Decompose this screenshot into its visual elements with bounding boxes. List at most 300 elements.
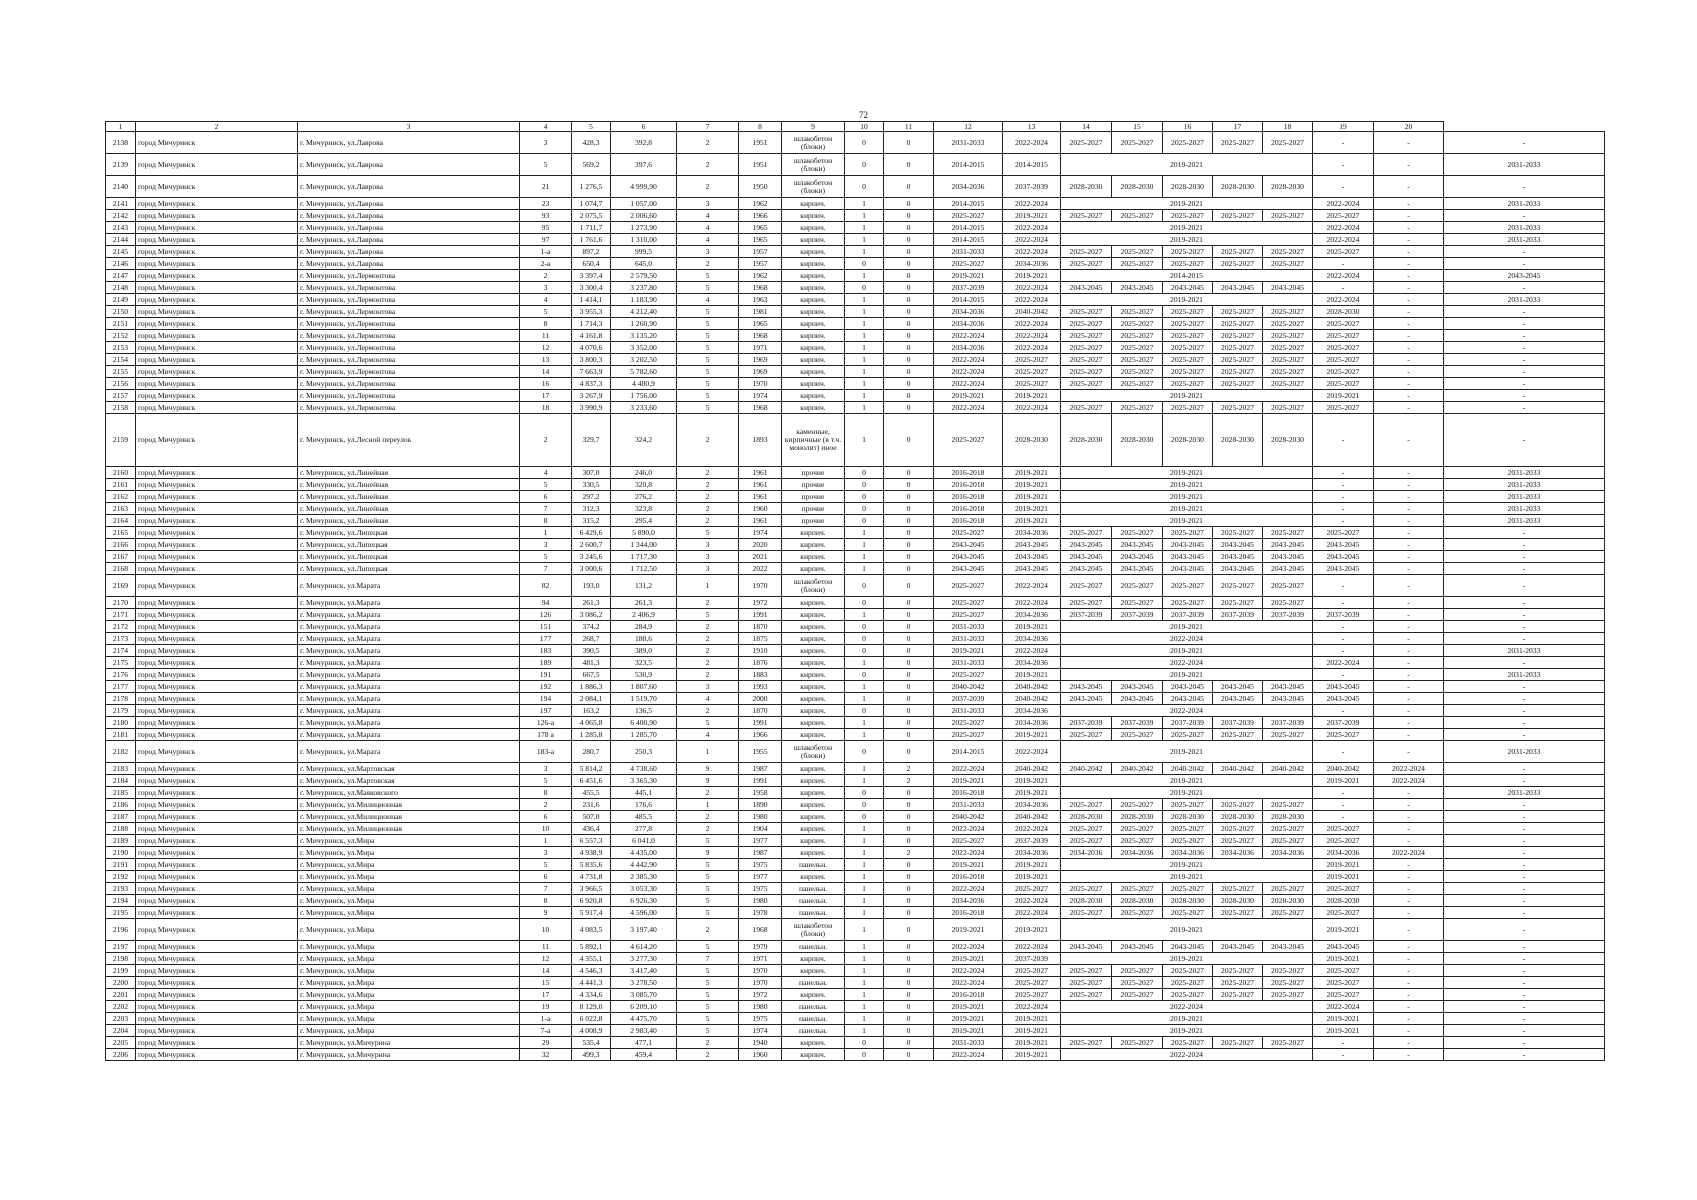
row-number: 2158: [106, 402, 136, 414]
address-cell: г. Мичуринск, ул.Мира: [298, 965, 520, 977]
address-cell: г. Мичуринск, ул.Липецкая: [298, 527, 520, 539]
row-number: 2204: [106, 1025, 136, 1037]
col19-cell: -: [1374, 657, 1444, 669]
col10-cell: 0: [884, 551, 934, 563]
total-area-cell: 3 245,6: [572, 551, 611, 563]
municipality-cell: город Мичуринск: [136, 234, 298, 246]
col17-cell: 2025-2027: [1263, 378, 1313, 390]
col20-cell: -: [1444, 823, 1605, 835]
col10-cell: 0: [884, 871, 934, 883]
col14-cell: 2028-2030: [1112, 176, 1163, 198]
housing-register-table: [105, 121, 1605, 1061]
municipality-cell: город Мичуринск: [136, 402, 298, 414]
col10-cell: 0: [884, 811, 934, 823]
house-number-cell: 14: [520, 366, 572, 378]
col10-cell: 0: [884, 705, 934, 717]
col20-cell: 2031-2033: [1444, 479, 1605, 491]
house-number-cell: 197: [520, 705, 572, 717]
col17-cell: 2025-2027: [1263, 366, 1313, 378]
col15-cell: 2043-2045: [1163, 551, 1213, 563]
year-built-cell: 1958: [739, 787, 782, 799]
col15-cell: 2025-2027: [1163, 354, 1213, 366]
col11-cell: 2016-2018: [934, 479, 1003, 491]
table-row: [106, 763, 1605, 775]
col13-cell: 2043-2045: [1061, 681, 1112, 693]
col9-cell: 1: [845, 563, 884, 575]
total-area-cell: 7 663,9: [572, 366, 611, 378]
row-number: 2200: [106, 977, 136, 989]
col20-cell: -: [1444, 705, 1605, 717]
municipality-cell: город Мичуринск: [136, 871, 298, 883]
living-area-cell: 131,2: [611, 575, 677, 597]
col12-cell: 2019-2021: [1003, 1013, 1061, 1025]
address-cell: г. Мичуринск, ул.Лермонтова: [298, 318, 520, 330]
col11-cell: 2025-2027: [934, 210, 1003, 222]
col12-cell: 2019-2021: [1003, 515, 1061, 527]
col11-cell: 2022-2024: [934, 763, 1003, 775]
municipality-cell: город Мичуринск: [136, 1013, 298, 1025]
col19-cell: -: [1374, 741, 1444, 763]
col15-cell: 2028-2030: [1163, 414, 1213, 467]
col20-cell: -: [1444, 775, 1605, 787]
col12-cell: 2019-2021: [1003, 210, 1061, 222]
wall-material-cell: кирпич.: [782, 811, 845, 823]
house-number-cell: 192: [520, 681, 572, 693]
living-area-cell: 277,8: [611, 823, 677, 835]
row-number: 2159: [106, 414, 136, 467]
col20-cell: -: [1444, 306, 1605, 318]
total-area-cell: 2 600,7: [572, 539, 611, 551]
floors-cell: 5: [677, 941, 739, 953]
col15-cell: 2025-2027: [1163, 835, 1213, 847]
col11-cell: 2022-2024: [934, 823, 1003, 835]
col12-cell: 2037-2039: [1003, 953, 1061, 965]
year-built-cell: 2000: [739, 693, 782, 705]
col20-cell: 2031-2033: [1444, 222, 1605, 234]
address-cell: г. Мичуринск, ул.Марата: [298, 597, 520, 609]
col18-cell: 2019-2021: [1313, 859, 1374, 871]
col15-cell: 2025-2027: [1163, 907, 1213, 919]
wall-material-cell: панельн.: [782, 1001, 845, 1013]
floors-cell: 7: [677, 953, 739, 965]
house-number-cell: 5: [520, 306, 572, 318]
total-area-cell: 499,3: [572, 1049, 611, 1061]
address-cell: г. Мичуринск, ул.Марата: [298, 669, 520, 681]
col14-cell: 2025-2027: [1112, 965, 1163, 977]
col16-cell: 2028-2030: [1213, 414, 1263, 467]
living-area-cell: 4 614,20: [611, 941, 677, 953]
address-cell: г. Мичуринск, ул.Мартовская: [298, 775, 520, 787]
col12-cell: 2019-2021: [1003, 729, 1061, 741]
col11-cell: 2016-2018: [934, 989, 1003, 1001]
col15-cell: 2025-2027: [1163, 402, 1213, 414]
col12-cell: 2043-2045: [1003, 539, 1061, 551]
column-number: 12: [934, 122, 1003, 132]
wall-material-cell: панельн.: [782, 1025, 845, 1037]
row-number: 2148: [106, 282, 136, 294]
col20-cell: 2031-2033: [1444, 645, 1605, 657]
wall-material-cell: панельн.: [782, 941, 845, 953]
col10-cell: 0: [884, 1013, 934, 1025]
col13-cell: 2037-2039: [1061, 717, 1112, 729]
col10-cell: 0: [884, 222, 934, 234]
living-area-cell: 324,2: [611, 414, 677, 467]
municipality-cell: город Мичуринск: [136, 1025, 298, 1037]
address-cell: г. Мичуринск, ул.Мира: [298, 989, 520, 1001]
address-cell: г. Мичуринск, ул.Марата: [298, 729, 520, 741]
col19-cell: -: [1374, 693, 1444, 705]
total-area-cell: 1 276,5: [572, 176, 611, 198]
address-cell: г. Мичуринск, ул.Мира: [298, 1001, 520, 1013]
col18-cell: -: [1313, 669, 1374, 681]
col10-cell: 0: [884, 282, 934, 294]
merged-period-cell: 2019-2021: [1061, 741, 1313, 763]
col11-cell: 2043-2045: [934, 539, 1003, 551]
house-number-cell: 6: [520, 871, 572, 883]
column-number: 2: [136, 122, 298, 132]
col13-cell: 2034-2036: [1061, 847, 1112, 859]
col12-cell: 2019-2021: [1003, 479, 1061, 491]
table-row: [106, 198, 1605, 210]
col9-cell: 1: [845, 657, 884, 669]
municipality-cell: город Мичуринск: [136, 717, 298, 729]
col14-cell: 2025-2027: [1112, 823, 1163, 835]
col18-cell: 2022-2024: [1313, 270, 1374, 282]
col9-cell: 1: [845, 989, 884, 1001]
col12-cell: 2022-2024: [1003, 198, 1061, 210]
year-built-cell: 1979: [739, 941, 782, 953]
col20-cell: -: [1444, 342, 1605, 354]
col12-cell: 2022-2024: [1003, 741, 1061, 763]
col14-cell: 2025-2027: [1112, 210, 1163, 222]
municipality-cell: город Мичуринск: [136, 563, 298, 575]
col14-cell: 2025-2027: [1112, 907, 1163, 919]
col15-cell: 2025-2027: [1163, 799, 1213, 811]
col16-cell: 2034-2036: [1213, 847, 1263, 859]
row-number: 2181: [106, 729, 136, 741]
col11-cell: 2019-2021: [934, 390, 1003, 402]
table-row: [106, 693, 1605, 705]
floors-cell: 9: [677, 763, 739, 775]
row-number: 2197: [106, 941, 136, 953]
col11-cell: 2022-2024: [934, 847, 1003, 859]
col18-cell: -: [1313, 575, 1374, 597]
wall-material-cell: кирпич.: [782, 681, 845, 693]
col13-cell: 2025-2027: [1061, 258, 1112, 270]
row-number: 2187: [106, 811, 136, 823]
col18-cell: -: [1313, 467, 1374, 479]
col20-cell: 2031-2033: [1444, 234, 1605, 246]
col20-cell: -: [1444, 132, 1605, 154]
row-number: 2194: [106, 895, 136, 907]
total-area-cell: 4 938,9: [572, 847, 611, 859]
floors-cell: 4: [677, 294, 739, 306]
address-cell: г. Мичуринск, ул.Линейная: [298, 503, 520, 515]
col9-cell: 0: [845, 154, 884, 176]
floors-cell: 2: [677, 645, 739, 657]
col18-cell: 2043-2045: [1313, 681, 1374, 693]
table-row: [106, 729, 1605, 741]
col15-cell: 2025-2027: [1163, 575, 1213, 597]
col18-cell: 2022-2024: [1313, 222, 1374, 234]
col11-cell: 2031-2033: [934, 633, 1003, 645]
house-number-cell: 126-а: [520, 717, 572, 729]
col18-cell: 2025-2027: [1313, 989, 1374, 1001]
col11-cell: 2034-2036: [934, 318, 1003, 330]
living-area-cell: 392,8: [611, 132, 677, 154]
wall-material-cell: кирпич.: [782, 953, 845, 965]
year-built-cell: 1870: [739, 621, 782, 633]
col11-cell: 2016-2018: [934, 467, 1003, 479]
col10-cell: 0: [884, 491, 934, 503]
col15-cell: 2028-2030: [1163, 895, 1213, 907]
col10-cell: 0: [884, 366, 934, 378]
col11-cell: 2025-2027: [934, 258, 1003, 270]
living-area-cell: 323,5: [611, 657, 677, 669]
col10-cell: 0: [884, 575, 934, 597]
col16-cell: 2025-2027: [1213, 210, 1263, 222]
living-area-cell: 397,6: [611, 154, 677, 176]
floors-cell: 9: [677, 775, 739, 787]
col17-cell: 2025-2027: [1263, 575, 1313, 597]
address-cell: г. Мичуринск, ул.Лермонтова: [298, 390, 520, 402]
house-number-cell: 2: [520, 799, 572, 811]
col9-cell: 0: [845, 799, 884, 811]
col9-cell: 0: [845, 282, 884, 294]
total-area-cell: 231,6: [572, 799, 611, 811]
col18-cell: -: [1313, 597, 1374, 609]
col11-cell: 2037-2039: [934, 282, 1003, 294]
municipality-cell: город Мичуринск: [136, 210, 298, 222]
col14-cell: 2025-2027: [1112, 527, 1163, 539]
col16-cell: 2040-2042: [1213, 763, 1263, 775]
col18-cell: 2028-2030: [1313, 306, 1374, 318]
col19-cell: -: [1374, 414, 1444, 467]
table-row: [106, 1013, 1605, 1025]
floors-cell: 5: [677, 835, 739, 847]
house-number-cell: 21: [520, 176, 572, 198]
wall-material-cell: прочие: [782, 467, 845, 479]
col12-cell: 2034-2036: [1003, 609, 1061, 621]
col9-cell: 0: [845, 787, 884, 799]
year-built-cell: 1974: [739, 527, 782, 539]
col12-cell: 2040-2042: [1003, 681, 1061, 693]
wall-material-cell: кирпич.: [782, 633, 845, 645]
col13-cell: 2037-2039: [1061, 609, 1112, 621]
col9-cell: 1: [845, 681, 884, 693]
col9-cell: 1: [845, 775, 884, 787]
living-area-cell: 4 475,70: [611, 1013, 677, 1025]
municipality-cell: город Мичуринск: [136, 378, 298, 390]
table-row: [106, 681, 1605, 693]
municipality-cell: город Мичуринск: [136, 823, 298, 835]
column-number: 6: [611, 122, 677, 132]
living-area-cell: 3 277,30: [611, 953, 677, 965]
col19-cell: -: [1374, 787, 1444, 799]
col17-cell: 2025-2027: [1263, 246, 1313, 258]
row-number: 2141: [106, 198, 136, 210]
col11-cell: 2019-2021: [934, 645, 1003, 657]
col11-cell: 2025-2027: [934, 527, 1003, 539]
municipality-cell: город Мичуринск: [136, 693, 298, 705]
col18-cell: 2019-2021: [1313, 1025, 1374, 1037]
col17-cell: 2025-2027: [1263, 965, 1313, 977]
living-area-cell: 188,6: [611, 633, 677, 645]
col12-cell: 2022-2024: [1003, 132, 1061, 154]
col11-cell: 2019-2021: [934, 953, 1003, 965]
col19-cell: -: [1374, 270, 1444, 282]
col17-cell: 2043-2045: [1263, 681, 1313, 693]
col19-cell: -: [1374, 330, 1444, 342]
col17-cell: 2025-2027: [1263, 823, 1313, 835]
col16-cell: 2028-2030: [1213, 895, 1263, 907]
year-built-cell: 1991: [739, 609, 782, 621]
col18-cell: -: [1313, 503, 1374, 515]
col13-cell: 2025-2027: [1061, 729, 1112, 741]
col10-cell: 0: [884, 799, 934, 811]
col20-cell: -: [1444, 919, 1605, 941]
col12-cell: 2019-2021: [1003, 1037, 1061, 1049]
address-cell: г. Мичуринск, ул.Марата: [298, 681, 520, 693]
col17-cell: 2037-2039: [1263, 609, 1313, 621]
col19-cell: -: [1374, 1037, 1444, 1049]
address-cell: г. Мичуринск, ул.Мира: [298, 859, 520, 871]
wall-material-cell: кирпич.: [782, 210, 845, 222]
col11-cell: 2019-2021: [934, 919, 1003, 941]
col11-cell: 2014-2015: [934, 198, 1003, 210]
col13-cell: 2043-2045: [1061, 563, 1112, 575]
municipality-cell: город Мичуринск: [136, 965, 298, 977]
col16-cell: 2025-2027: [1213, 306, 1263, 318]
col11-cell: 2031-2033: [934, 799, 1003, 811]
table-row: [106, 907, 1605, 919]
col12-cell: 2022-2024: [1003, 234, 1061, 246]
address-cell: г. Мичуринск, ул.Линейная: [298, 515, 520, 527]
wall-material-cell: кирпич.: [782, 390, 845, 402]
col17-cell: 2025-2027: [1263, 1037, 1313, 1049]
wall-material-cell: кирпич.: [782, 669, 845, 681]
table-row: [106, 1049, 1605, 1061]
col10-cell: 0: [884, 270, 934, 282]
municipality-cell: город Мичуринск: [136, 294, 298, 306]
col20-cell: 2031-2033: [1444, 515, 1605, 527]
col19-cell: -: [1374, 859, 1444, 871]
col19-cell: -: [1374, 977, 1444, 989]
wall-material-cell: кирпич.: [782, 270, 845, 282]
total-area-cell: 428,3: [572, 132, 611, 154]
col11-cell: 2016-2018: [934, 787, 1003, 799]
col9-cell: 0: [845, 811, 884, 823]
col19-cell: 2022-2024: [1374, 763, 1444, 775]
col11-cell: 2014-2015: [934, 154, 1003, 176]
col11-cell: 2016-2018: [934, 503, 1003, 515]
col15-cell: 2025-2027: [1163, 132, 1213, 154]
col12-cell: 2037-2039: [1003, 176, 1061, 198]
living-area-cell: 4 738,60: [611, 763, 677, 775]
municipality-cell: город Мичуринск: [136, 741, 298, 763]
col10-cell: 2: [884, 775, 934, 787]
col10-cell: 0: [884, 378, 934, 390]
col14-cell: 2043-2045: [1112, 563, 1163, 575]
floors-cell: 3: [677, 551, 739, 563]
col14-cell: 2025-2027: [1112, 318, 1163, 330]
col12-cell: 2022-2024: [1003, 294, 1061, 306]
wall-material-cell: кирпич.: [782, 965, 845, 977]
col10-cell: 0: [884, 859, 934, 871]
living-area-cell: 2 006,60: [611, 210, 677, 222]
floors-cell: 2: [677, 132, 739, 154]
year-built-cell: 1940: [739, 1037, 782, 1049]
living-area-cell: 6 926,30: [611, 895, 677, 907]
col11-cell: 2014-2015: [934, 741, 1003, 763]
table-row: [106, 414, 1605, 467]
living-area-cell: 530,9: [611, 669, 677, 681]
col18-cell: 2025-2027: [1313, 378, 1374, 390]
floors-cell: 5: [677, 342, 739, 354]
col19-cell: -: [1374, 1001, 1444, 1013]
row-number: 2186: [106, 799, 136, 811]
wall-material-cell: кирпич.: [782, 354, 845, 366]
col20-cell: 2031-2033: [1444, 503, 1605, 515]
col12-cell: 2028-2030: [1003, 414, 1061, 467]
col13-cell: 2025-2027: [1061, 246, 1112, 258]
house-number-cell: 17: [520, 390, 572, 402]
total-area-cell: 6 022,8: [572, 1013, 611, 1025]
row-number: 2142: [106, 210, 136, 222]
col10-cell: 0: [884, 527, 934, 539]
col10-cell: 0: [884, 414, 934, 467]
col19-cell: -: [1374, 318, 1444, 330]
col14-cell: 2037-2039: [1112, 609, 1163, 621]
table-row: [106, 741, 1605, 763]
municipality-cell: город Мичуринск: [136, 467, 298, 479]
row-number: 2190: [106, 847, 136, 859]
col9-cell: 1: [845, 366, 884, 378]
col16-cell: 2025-2027: [1213, 799, 1263, 811]
house-number-cell: 10: [520, 823, 572, 835]
wall-material-cell: кирпич.: [782, 282, 845, 294]
col14-cell: 2025-2027: [1112, 378, 1163, 390]
col17-cell: 2037-2039: [1263, 717, 1313, 729]
table-row: [106, 717, 1605, 729]
municipality-cell: город Мичуринск: [136, 354, 298, 366]
floors-cell: 4: [677, 222, 739, 234]
merged-period-cell: 2019-2021: [1061, 787, 1313, 799]
col9-cell: 0: [845, 479, 884, 491]
address-cell: г. Мичуринск, ул.Мичурина: [298, 1037, 520, 1049]
table-row: [106, 282, 1605, 294]
total-area-cell: 8 129,0: [572, 1001, 611, 1013]
col20-cell: -: [1444, 258, 1605, 270]
municipality-cell: город Мичуринск: [136, 539, 298, 551]
column-number: 5: [572, 122, 611, 132]
col11-cell: 2025-2027: [934, 575, 1003, 597]
col9-cell: 1: [845, 919, 884, 941]
col16-cell: 2043-2045: [1213, 551, 1263, 563]
row-number: 2196: [106, 919, 136, 941]
col18-cell: 2019-2021: [1313, 953, 1374, 965]
col12-cell: 2022-2024: [1003, 246, 1061, 258]
col15-cell: 2040-2042: [1163, 763, 1213, 775]
col10-cell: 0: [884, 989, 934, 1001]
municipality-cell: город Мичуринск: [136, 811, 298, 823]
col9-cell: 1: [845, 1013, 884, 1025]
col18-cell: 2043-2045: [1313, 941, 1374, 953]
total-area-cell: 4 441,3: [572, 977, 611, 989]
col20-cell: -: [1444, 282, 1605, 294]
col10-cell: 0: [884, 787, 934, 799]
col11-cell: 2025-2027: [934, 669, 1003, 681]
